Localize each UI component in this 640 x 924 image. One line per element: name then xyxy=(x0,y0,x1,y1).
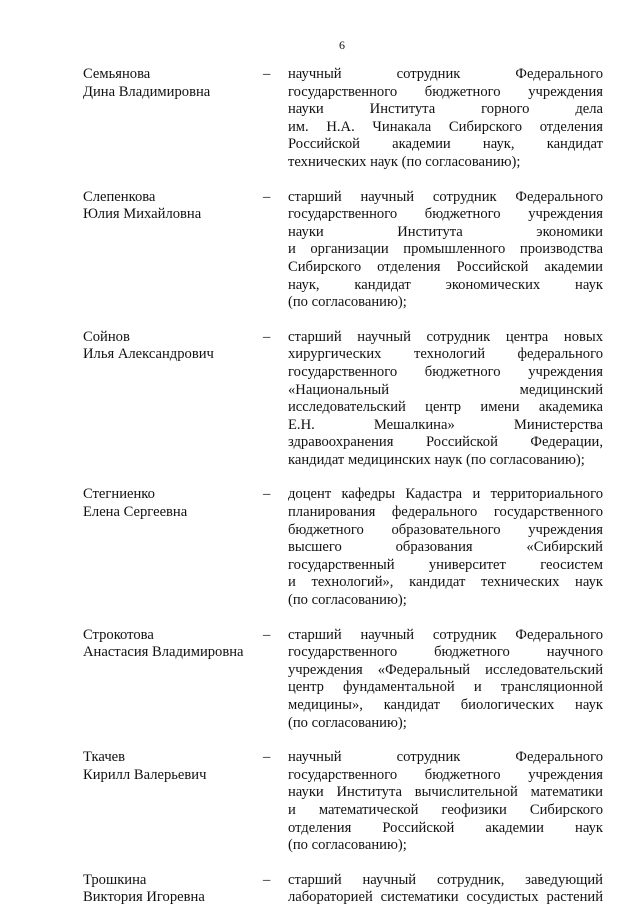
member-description xyxy=(288,872,603,907)
description-line: планирования федерального государственного xyxy=(288,504,603,521)
dash-separator: – xyxy=(263,486,271,503)
dash-separator: – xyxy=(263,66,271,82)
member-description xyxy=(288,749,603,855)
description-line: Российской академии наук, кандидат xyxy=(288,136,603,153)
description-line: доцент кафедры Кадастра и территориального xyxy=(288,486,603,503)
dash-separator: – xyxy=(263,188,271,205)
description-line: научный сотрудник Федерального xyxy=(288,749,603,766)
description-line: здравоохранения Российской Федерации, xyxy=(288,434,603,451)
description-line: наук, кандидат экономических наук xyxy=(288,276,603,293)
member-name xyxy=(83,66,258,101)
list-item xyxy=(83,329,603,470)
member-surname: Трошкина xyxy=(83,871,147,888)
member-description xyxy=(288,189,603,312)
member-name xyxy=(83,189,258,224)
list-item xyxy=(83,872,603,907)
member-name xyxy=(83,872,258,907)
description-line: науки Института экономики xyxy=(288,223,603,240)
description-line: лабораторией систематики сосудистых растений xyxy=(288,889,603,906)
description-line: Е.Н. Мешалкина» Министерства xyxy=(288,416,603,433)
list-item xyxy=(83,66,603,172)
description-line: высшего образования «Сибирский xyxy=(288,539,603,556)
member-list xyxy=(83,66,603,924)
description-line: науки Института горного дела xyxy=(288,101,603,118)
member-name xyxy=(83,486,258,521)
member-given-name: Илья Александрович xyxy=(83,346,214,363)
description-line: Сибирского отделения Российской академии xyxy=(288,258,603,275)
description-line: старший научный сотрудник, заведующий xyxy=(288,871,603,888)
description-line: (по согласованию); xyxy=(288,592,407,609)
description-line: и технологий», кандидат технических наук xyxy=(288,574,603,591)
description-line: старший научный сотрудник центра новых xyxy=(288,328,603,345)
member-name xyxy=(83,749,258,784)
description-line: им. Н.А. Чинакала Сибирского отделения xyxy=(288,118,603,135)
dash-separator: – xyxy=(263,749,271,766)
member-surname: Семьянова xyxy=(83,66,151,82)
description-line: государственного бюджетного учреждения xyxy=(288,363,603,380)
description-line: науки Института вычислительной математики xyxy=(288,784,603,801)
description-line: и организации промышленного производства xyxy=(288,241,603,258)
description-line: центр фундаментальной и трансляционной xyxy=(288,679,603,696)
description-line: (по согласованию); xyxy=(288,714,407,731)
description-line: технических наук (по согласованию); xyxy=(288,153,521,170)
description-line: «Национальный медицинский xyxy=(288,381,603,398)
member-surname: Слепенкова xyxy=(83,188,156,205)
description-line: научный сотрудник Федерального xyxy=(288,66,603,82)
description-line: государственного бюджетного учреждения xyxy=(288,83,603,100)
dash-separator: – xyxy=(263,328,271,345)
dash-separator: – xyxy=(263,626,271,643)
member-name xyxy=(83,329,258,364)
member-surname: Строкотова xyxy=(83,626,154,643)
description-line: (по согласованию); xyxy=(288,837,407,854)
member-given-name: Кирилл Валерьевич xyxy=(83,766,207,783)
member-surname: Стегниенко xyxy=(83,486,155,503)
member-name xyxy=(83,627,258,662)
member-surname: Сойнов xyxy=(83,328,130,345)
member-description xyxy=(288,486,603,609)
description-line: учреждения «Федеральный исследовательский xyxy=(288,661,603,678)
list-item xyxy=(83,627,603,733)
list-item xyxy=(83,189,603,312)
member-given-name: Анастасия Владимировна xyxy=(83,644,244,661)
page-number: 6 xyxy=(339,38,345,52)
description-line: и математической геофизики Сибирского xyxy=(288,801,603,818)
description-line: государственного бюджетного учреждения xyxy=(288,206,603,223)
description-line: кандидат медицинских наук (по согласованию); xyxy=(288,451,585,468)
description-line: государственного бюджетного учреждения xyxy=(288,766,603,783)
description-line: исследовательский центр имени академика xyxy=(288,399,603,416)
description-line: отделения Российской академии наук xyxy=(288,819,603,836)
member-given-name: Дина Владимировна xyxy=(83,83,211,100)
description-line: (по согласованию); xyxy=(288,294,407,311)
member-description xyxy=(288,66,603,172)
member-description xyxy=(288,627,603,733)
member-surname: Ткачев xyxy=(83,749,126,766)
description-line: старший научный сотрудник Федерального xyxy=(288,626,603,643)
description-line: государственный университет геосистем xyxy=(288,556,603,573)
description-line: государственного бюджетного научного xyxy=(288,644,603,661)
member-given-name: Виктория Игоревна xyxy=(83,889,205,906)
member-given-name: Юлия Михайловна xyxy=(83,206,202,223)
member-given-name: Елена Сергеевна xyxy=(83,504,188,521)
description-line: старший научный сотрудник Федерального xyxy=(288,188,603,205)
description-line: бюджетного образовательного учреждения xyxy=(288,521,603,538)
member-description xyxy=(288,329,603,470)
list-item xyxy=(83,486,603,609)
description-line: хирургических технологий федерального xyxy=(288,346,603,363)
description-line: медицины», кандидат биологических наук xyxy=(288,697,603,713)
dash-separator: – xyxy=(263,871,271,888)
list-item xyxy=(83,749,603,855)
